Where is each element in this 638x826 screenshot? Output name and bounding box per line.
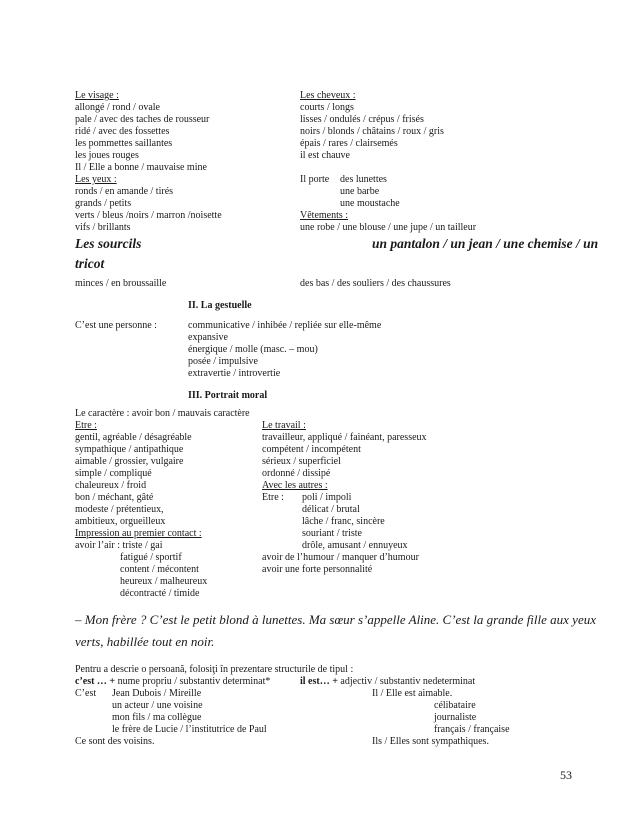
personne-label: C’est une personne : (75, 320, 157, 331)
cest-structure-rest: nume propriu / substantiv determinat* (115, 676, 271, 687)
etre-heading: Etre : (75, 420, 97, 431)
autres-line: souriant / triste (302, 528, 362, 539)
visage-line: les pommettes saillantes (75, 138, 173, 149)
air-label: avoir l’air : triste / gai (75, 540, 163, 551)
tricot-word: tricot (75, 256, 105, 271)
visage-line: allongé / rond / ovale (75, 102, 160, 113)
vetements-line: une robe / une blouse / une jupe / un tailleur (300, 222, 477, 233)
example-line: verts, habillée tout en noir. (75, 634, 215, 649)
etre-line: bon / méchant, gâté (75, 492, 154, 503)
personnalite-line: avoir une forte personnalité (262, 564, 373, 575)
travail-heading: Le travail : (262, 420, 306, 431)
gestuelle-line: expansive (188, 332, 228, 343)
visage-line: pale / avec des taches de rousseur (75, 114, 210, 125)
visage-line: les joues rouges (75, 150, 139, 161)
etre-line: gentil, agréable / désagréable (75, 432, 192, 443)
cesont-line: Ce sont des voisins. (75, 736, 155, 747)
cest-structure (75, 676, 270, 688)
autres-label: Etre : (262, 492, 284, 503)
yeux-line: verts / bleus /noirs / marron /noisette (75, 210, 222, 221)
cest-item: Jean Dubois / Mireille (112, 688, 202, 699)
travail-line: ordonné / dissipé (262, 468, 331, 479)
etre-line: modeste / prétentieux, (75, 504, 164, 515)
cheveux-line: épais / rares / clairsemés (300, 138, 398, 149)
portrait-moral-heading: III. Portrait moral (188, 390, 268, 401)
cheveux-heading: Les cheveux : (300, 90, 356, 101)
visage-heading: Le visage : (75, 90, 119, 101)
porte-item: des lunettes (340, 174, 387, 185)
yeux-heading: Les yeux : (75, 174, 117, 185)
yeux-line: vifs / brillants (75, 222, 131, 233)
cest-item: un acteur / une voisine (112, 700, 203, 711)
cheveux-line: noirs / blonds / châtains / roux / gris (300, 126, 444, 137)
cest-item: le frère de Lucie / l’institutrice de Paul (112, 724, 267, 735)
vetements-heading: Vêtements : (300, 210, 349, 221)
visage-line: ridé / avec des fossettes (75, 126, 170, 137)
page-number: 53 (560, 768, 572, 782)
cest-item: mon fils / ma collègue (112, 712, 202, 723)
caractere-line: Le caractère : avoir bon / mauvais caractère (75, 408, 250, 419)
ilest-structure-bold: il est… + (300, 676, 338, 687)
gestuelle-line: communicative / inhibée / repliée sur elle-même (188, 320, 382, 331)
gestuelle-heading: II. La gestuelle (188, 300, 252, 311)
yeux-line: grands / petits (75, 198, 132, 209)
etre-line: chaleureux / froid (75, 480, 147, 491)
humour-line: avoir de l’humour / manquer d’humour (262, 552, 419, 563)
gestuelle-line: posée / impulsive (188, 356, 258, 367)
air-line: décontracté / timide (120, 588, 200, 599)
cheveux-line: il est chauve (300, 150, 350, 161)
gestuelle-line: énergique / molle (masc. – mou) (188, 344, 318, 355)
cheveux-line: lisses / ondulés / crépus / frisés (300, 114, 424, 125)
porte-label: Il porte (300, 174, 330, 185)
ilest-item: célibataire (434, 700, 476, 711)
autres-heading: Avec les autres : (262, 480, 328, 491)
air-line: heureux / malheureux (120, 576, 208, 587)
yeux-line: ronds / en amande / tirés (75, 186, 174, 197)
sourcils-line: minces / en broussaille (75, 278, 167, 289)
etre-line: aimable / grossier, vulgaire (75, 456, 184, 467)
pantalon-line: un pantalon / un jean / une chemise / un (372, 236, 599, 251)
air-line: content / mécontent (120, 564, 199, 575)
ilest-structure-rest: adjectiv / substantiv nedeterminat (337, 676, 476, 687)
travail-line: travailleur, appliqué / fainéant, paresseux (262, 432, 427, 443)
cest-structure-bold: c’est … + (75, 676, 116, 687)
autres-line: drôle, amusant / ennuyeux (302, 540, 408, 551)
cheveux-line: courts / longs (300, 102, 354, 113)
etre-line: simple / compliqué (75, 468, 152, 479)
example-line: – Mon frère ? C’est le petit blond à lunettes. Ma sœur s’appelle Aline. C’est la grande fille aux yeux (75, 612, 596, 627)
travail-line: compétent / incompétent (262, 444, 361, 455)
travail-line: sérieux / superficiel (262, 456, 341, 467)
autres-line: délicat / brutal (302, 504, 360, 515)
autres-line: lâche / franc, sincère (302, 516, 385, 527)
gestuelle-line: extravertie / introvertie (188, 368, 281, 379)
ilest-structure (300, 676, 475, 688)
porte-item: une barbe (340, 186, 380, 197)
grammar-intro: Pentru a descrie o persoană, folosiţi în prezentare structurile de tipul : (75, 664, 354, 675)
bas-line: des bas / des souliers / des chaussures (300, 278, 451, 289)
ilest-first: Il / Elle est aimable. (372, 688, 453, 699)
etre-line: sympathique / antipathique (75, 444, 184, 455)
autres-line: poli / impoli (302, 492, 352, 503)
cest-label: C’est (75, 688, 97, 699)
air-line: fatigué / sportif (120, 552, 182, 563)
visage-line: Il / Elle a bonne / mauvaise mine (75, 162, 207, 173)
sourcils-heading: Les sourcils (75, 236, 142, 251)
ilest-item: journaliste (434, 712, 477, 723)
etre-line: ambitieux, orgueilleux (75, 516, 166, 527)
porte-item: une moustache (340, 198, 400, 209)
ilest-item: français / française (434, 724, 510, 735)
ilssont-line: Ils / Elles sont sympathiques. (372, 736, 489, 747)
impression-heading: Impression au premier contact : (75, 528, 202, 539)
